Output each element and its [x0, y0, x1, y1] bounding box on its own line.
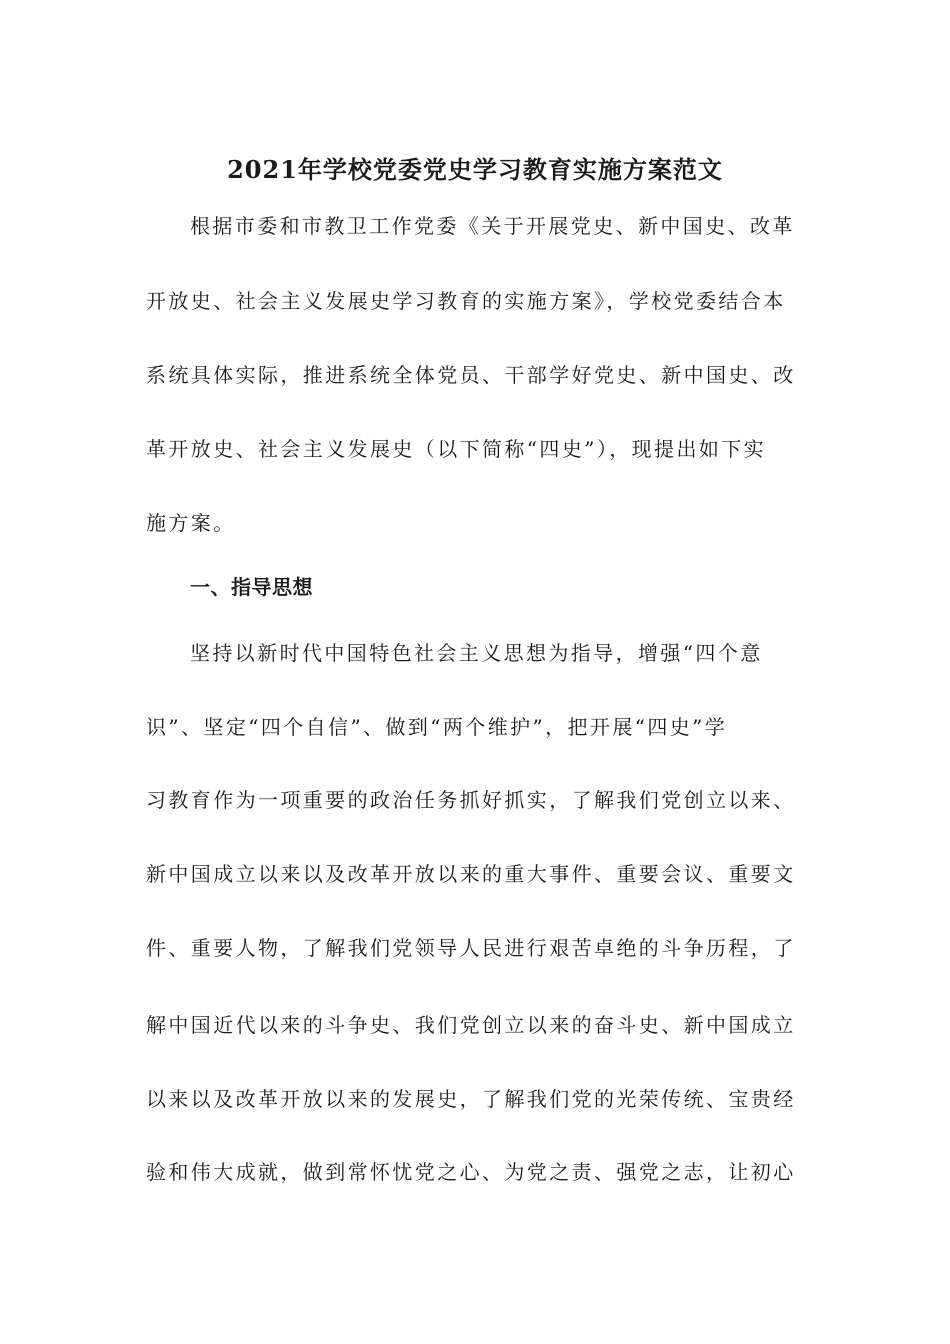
- section1-line-2: 识”、坚定“四个自信”、做到“两个维护”，把开展“四史”学: [146, 715, 728, 739]
- document-title: 2021年学校党委党史学习教育实施方案范文: [227, 155, 723, 184]
- intro-line-5: 施方案。: [146, 511, 236, 535]
- section-heading-guiding-ideology: 一、指导思想: [190, 575, 313, 599]
- section1-line-3: 习教育作为一项重要的政治任务抓好抓实，了解我们党创立以来、: [146, 788, 796, 812]
- section1-line-4: 新中国成立以来以及改革开放以来的重大事件、重要会议、重要文: [146, 862, 796, 886]
- section1-line-5: 件、重要人物，了解我们党领导人民进行艰苦卓绝的斗争历程，了: [146, 936, 796, 960]
- intro-line-1: 根据市委和市教卫工作党委《关于开展党史、新中国史、改革: [190, 214, 795, 238]
- section1-line-7: 以来以及改革开放以来的发展史，了解我们党的光荣传统、宝贵经: [146, 1087, 796, 1111]
- intro-line-4: 革开放史、社会主义发展史（以下简称“四史”），现提出如下实: [146, 437, 767, 461]
- section1-line-8: 验和伟大成就，做到常怀忧党之心、为党之责、强党之志，让初心: [146, 1160, 796, 1184]
- section1-line-1: 坚持以新时代中国特色社会主义思想为指导，增强“四个意: [190, 641, 763, 665]
- section1-line-6: 解中国近代以来的斗争史、我们党创立以来的奋斗史、新中国成立: [146, 1013, 796, 1037]
- intro-line-2: 开放史、社会主义发展史学习教育的实施方案》，学校党委结合本: [146, 289, 786, 313]
- intro-line-3: 系统具体实际，推进系统全体党员、干部学好党史、新中国史、改: [146, 363, 796, 387]
